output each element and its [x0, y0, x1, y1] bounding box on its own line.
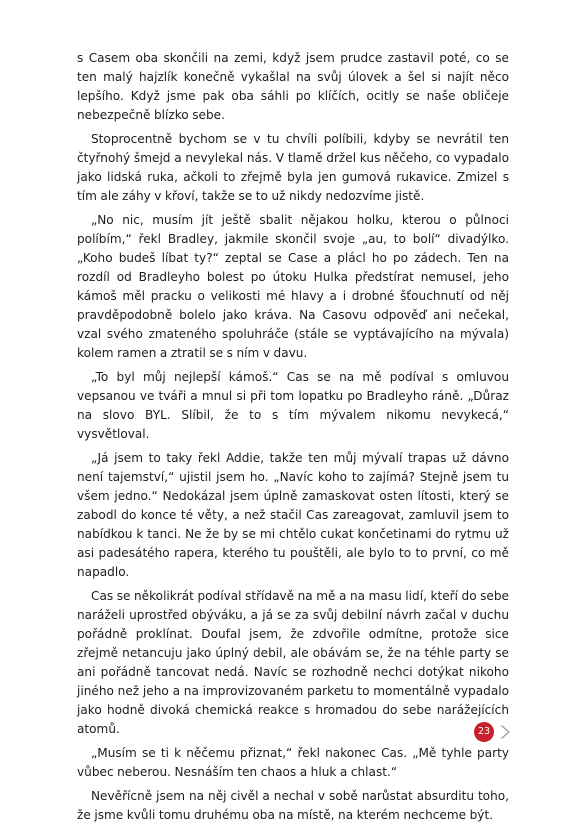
page-number: 23: [474, 722, 494, 742]
paragraph: „Já jsem to taky řekl Addie, takže ten můj mývalí trapas už dávno není tajemství,“ ujistil jsem ho. „Navíc koho to zajímá? Stejně jsem tu všem jedno.“ Nedokázal jsem úplně zamaskovat osten lítosti, který se zabodl do konce té věty, a než stačil Cas zareagovat, zamluvil jsem to nabídkou k tanci. Ne že by se mi chtělo cukat končetinami do rytmu už asi padesátého rapera, kterého tu pouštěli, ale bylo to to první, co mě napadlo.: [77, 451, 509, 579]
body-text: [77, 49, 509, 830]
chevron-right-icon[interactable]: [498, 723, 514, 741]
paragraph: Nevěřícně jsem na něj civěl a nechal v sobě narůstat absurditu toho, že jsme kvůli tomu druhému oba na místě, na kterém nechceme být.: [77, 789, 509, 822]
paragraph: „To byl můj nejlepší kámoš.“ Cas se na mě podíval s omluvou vepsanou ve tváři a mnul si při tom lopatku po Bradleyho ráně. „Důraz na slovo BYL. Slíbil, že to s tím mývalem nikomu nevykecá,“ vysvětloval.: [77, 370, 509, 441]
paragraph: „No nic, musím jít ještě sbalit nějakou holku, kterou o půlnoci políbím,“ řekl Bradley, jakmile skončil svoje „au, to bolí“ divadýlko. „Koho budeš líbat ty?“ zeptal se Case a plácl ho po zádech. Ten na rozdíl od Bradleyho bolest po útoku Hulka předstírat nemusel, jeho kámoš měl pracku o velikosti mé hlavy a i drobné šťouchnutí od něj pravděpodobně bolelo jako kráva. Na Casovu odpověď ani nečekal, vzal svého zmateného spoluhráče (stále se vyptávajícího na mývala) kolem ramen a ztratil se s ním v davu.: [77, 213, 509, 360]
paragraph: Stoprocentně bychom se v tu chvíli políbili, kdyby se nevrátil ten čtyřnohý šmejd a nevylekal nás. V tlamě držel kus něčeho, co vypadalo jako lidská ruka, ačkoli to zřejmě byla jen gumová rukavice. Zmizel s tím ale záhy v křoví, takže se to už nikdy nedozvíme jistě.: [77, 132, 509, 203]
paragraph: „Musím se ti k něčemu přiznat,“ řekl nakonec Cas. „Mě tyhle party vůbec neberou. Nesnáším ten chaos a hluk a chlast.“: [77, 746, 509, 779]
paragraph: s Casem oba skončili na zemi, když jsem prudce zastavil poté, co se ten malý hajzlík konečně vykašlal na svůj úlovek a šel si najít něco lepšího. Když jsme pak oba sáhli po klíčích, ocitly se naše obličeje nebezpečně blízko sebe.: [77, 51, 509, 122]
paragraph: Cas se několikrát podíval střídavě na mě a na masu lidí, kteří do sebe naráželi uprostřed obýváku, a já se za svůj debilní návrh začal v duchu pořádně proklínat. Doufal jsem, že zdvořile odmítne, protože sice zřejmě netancuju jako úplný debil, ale obávám se, že na téhle party se ani pořádně tancovat nedá. Navíc se rozhodně nechci dotýkat nikoho jiného než jeho a na improvizovaném parketu to momentálně vypadalo jako hodně divoká chemická reakce s hromadou do sebe narážejících atomů.: [77, 589, 509, 736]
